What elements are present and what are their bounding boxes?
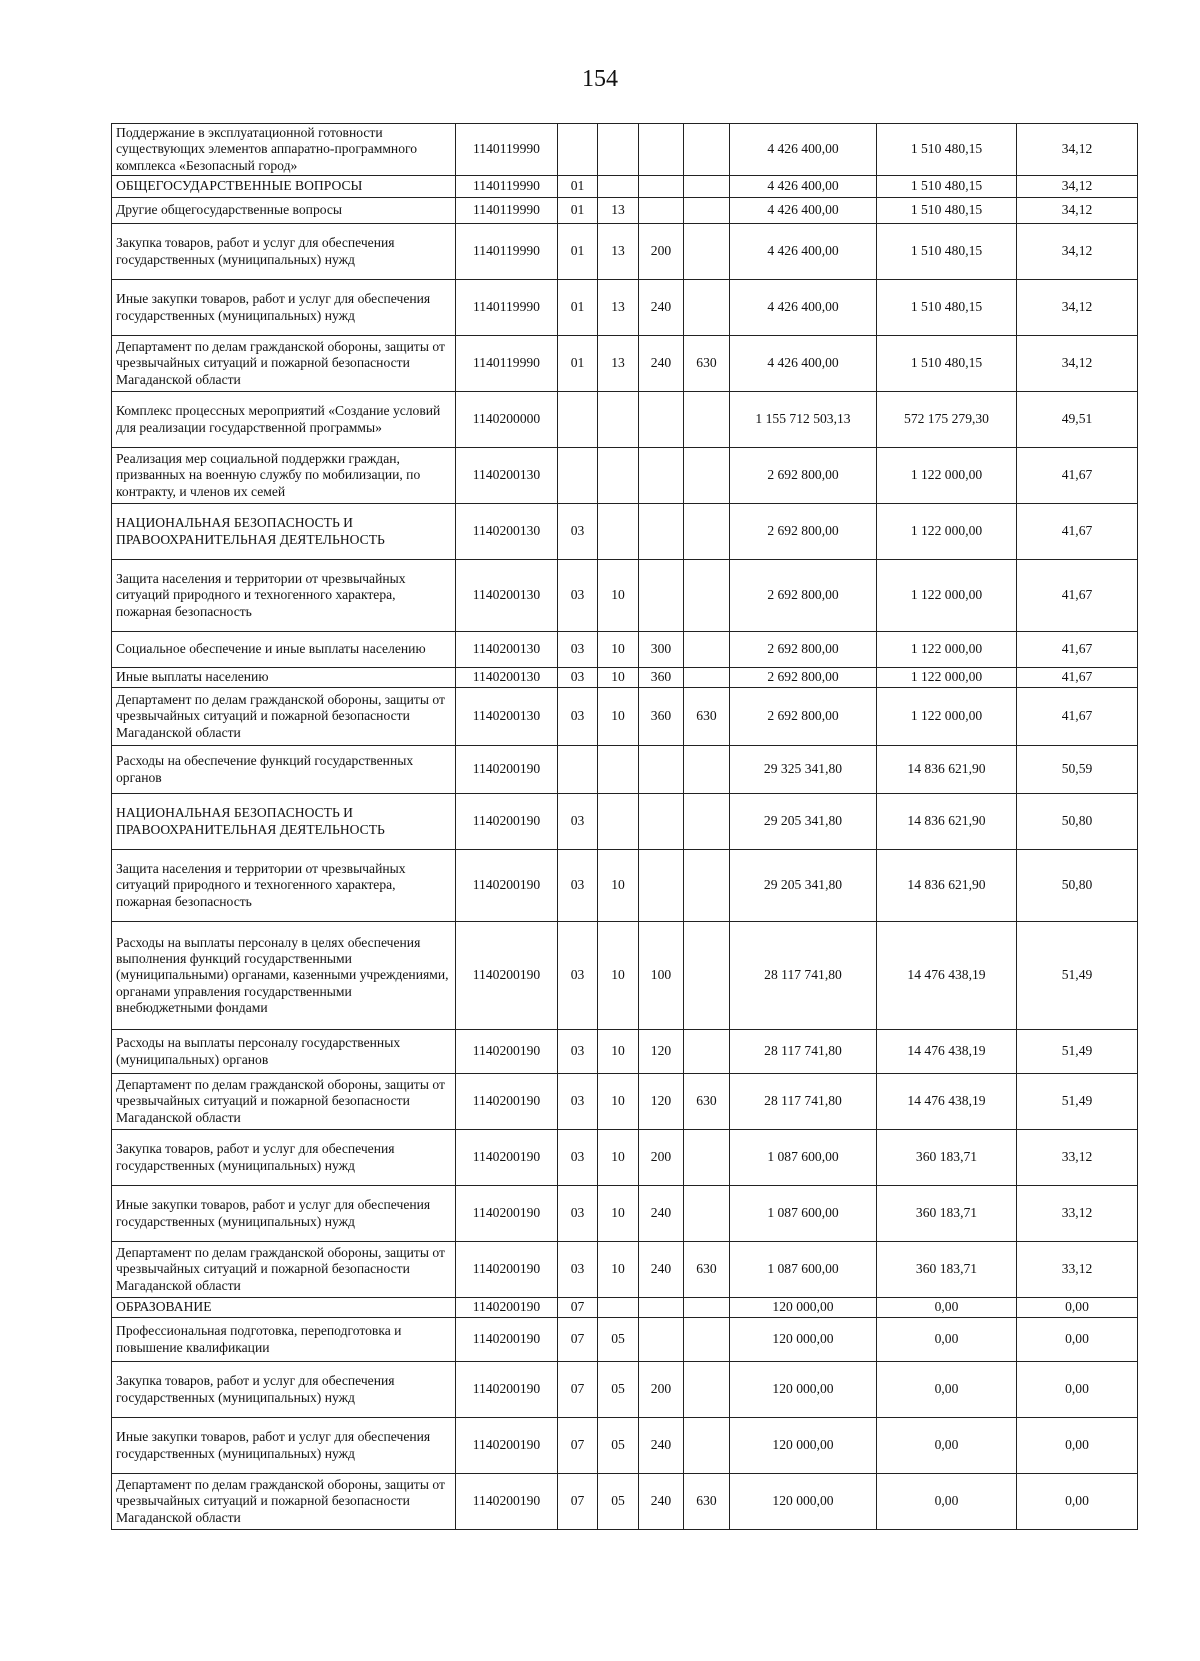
planned-amount: 29 205 341,80 xyxy=(730,794,877,850)
subsection-code xyxy=(598,392,639,448)
target-article-code: 1140200190 xyxy=(456,1030,558,1074)
execution-percent: 41,67 xyxy=(1017,688,1138,746)
expense-type-code xyxy=(639,1298,684,1318)
subsection-code xyxy=(598,794,639,850)
section-code: 03 xyxy=(558,632,598,668)
expense-type-code: 240 xyxy=(639,1186,684,1242)
administrator-code xyxy=(684,1418,730,1474)
table-row xyxy=(112,176,1138,198)
execution-percent: 34,12 xyxy=(1017,176,1138,198)
subsection-code: 10 xyxy=(598,850,639,922)
table-row xyxy=(112,746,1138,794)
subsection-code xyxy=(598,176,639,198)
expense-type-code: 100 xyxy=(639,922,684,1030)
target-article-code: 1140119990 xyxy=(456,124,558,176)
row-name: Иные выплаты населению xyxy=(112,668,456,688)
execution-percent: 0,00 xyxy=(1017,1298,1138,1318)
subsection-code: 10 xyxy=(598,668,639,688)
section-code: 01 xyxy=(558,280,598,336)
table-row xyxy=(112,632,1138,668)
expense-type-code: 360 xyxy=(639,668,684,688)
expense-type-code xyxy=(639,448,684,504)
planned-amount: 2 692 800,00 xyxy=(730,632,877,668)
subsection-code xyxy=(598,448,639,504)
section-code: 03 xyxy=(558,1074,598,1130)
execution-percent: 34,12 xyxy=(1017,280,1138,336)
administrator-code xyxy=(684,922,730,1030)
row-name: ОБРАЗОВАНИЕ xyxy=(112,1298,456,1318)
section-code: 01 xyxy=(558,198,598,224)
table-row xyxy=(112,794,1138,850)
target-article-code: 1140200190 xyxy=(456,1418,558,1474)
actual-amount: 1 122 000,00 xyxy=(877,632,1017,668)
table-row xyxy=(112,1074,1138,1130)
table-row xyxy=(112,198,1138,224)
subsection-code: 13 xyxy=(598,198,639,224)
execution-percent: 51,49 xyxy=(1017,1074,1138,1130)
section-code: 03 xyxy=(558,668,598,688)
table-row xyxy=(112,1186,1138,1242)
target-article-code: 1140200190 xyxy=(456,1474,558,1530)
execution-percent: 50,59 xyxy=(1017,746,1138,794)
table-row xyxy=(112,448,1138,504)
actual-amount: 0,00 xyxy=(877,1362,1017,1418)
target-article-code: 1140200190 xyxy=(456,1318,558,1362)
section-code: 07 xyxy=(558,1474,598,1530)
administrator-code xyxy=(684,794,730,850)
row-name: Закупка товаров, работ и услуг для обеспечения государственных (муниципальных) нужд xyxy=(112,1130,456,1186)
administrator-code xyxy=(684,1030,730,1074)
table-row xyxy=(112,124,1138,176)
target-article-code: 1140200190 xyxy=(456,1074,558,1130)
actual-amount: 1 510 480,15 xyxy=(877,124,1017,176)
expense-type-code: 200 xyxy=(639,1362,684,1418)
execution-percent: 0,00 xyxy=(1017,1362,1138,1418)
expense-type-code: 360 xyxy=(639,688,684,746)
execution-percent: 33,12 xyxy=(1017,1130,1138,1186)
planned-amount: 29 205 341,80 xyxy=(730,850,877,922)
row-name: Поддержание в эксплуатационной готовности существующих элементов аппаратно-программного комплекса «Безопасный город» xyxy=(112,124,456,176)
row-name: Департамент по делам гражданской обороны, защиты от чрезвычайных ситуаций и пожарной безопасности Магаданской области xyxy=(112,1242,456,1298)
planned-amount: 4 426 400,00 xyxy=(730,280,877,336)
planned-amount: 28 117 741,80 xyxy=(730,1030,877,1074)
target-article-code: 1140200190 xyxy=(456,1186,558,1242)
section-code xyxy=(558,124,598,176)
administrator-code xyxy=(684,1130,730,1186)
planned-amount: 28 117 741,80 xyxy=(730,1074,877,1130)
subsection-code xyxy=(598,1298,639,1318)
row-name: Департамент по делам гражданской обороны, защиты от чрезвычайных ситуаций и пожарной безопасности Магаданской области xyxy=(112,1074,456,1130)
administrator-code xyxy=(684,280,730,336)
planned-amount: 4 426 400,00 xyxy=(730,336,877,392)
table-row xyxy=(112,1242,1138,1298)
section-code: 07 xyxy=(558,1362,598,1418)
section-code: 03 xyxy=(558,922,598,1030)
section-code: 03 xyxy=(558,1186,598,1242)
row-name: Социальное обеспечение и иные выплаты населению xyxy=(112,632,456,668)
expense-type-code xyxy=(639,560,684,632)
row-name: Защита населения и территории от чрезвычайных ситуаций природного и техногенного характера, пожарная безопасность xyxy=(112,850,456,922)
expense-type-code: 240 xyxy=(639,1242,684,1298)
row-name: Комплекс процессных мероприятий «Создание условий для реализации государственной программы» xyxy=(112,392,456,448)
row-name: Расходы на обеспечение функций государственных органов xyxy=(112,746,456,794)
subsection-code: 10 xyxy=(598,688,639,746)
row-name: Закупка товаров, работ и услуг для обеспечения государственных (муниципальных) нужд xyxy=(112,224,456,280)
target-article-code: 1140200190 xyxy=(456,746,558,794)
planned-amount: 1 087 600,00 xyxy=(730,1242,877,1298)
expense-type-code: 240 xyxy=(639,1418,684,1474)
planned-amount: 2 692 800,00 xyxy=(730,504,877,560)
execution-percent: 41,67 xyxy=(1017,632,1138,668)
row-name: ОБЩЕГОСУДАРСТВЕННЫЕ ВОПРОСЫ xyxy=(112,176,456,198)
subsection-code: 05 xyxy=(598,1474,639,1530)
row-name: Профессиональная подготовка, переподготовка и повышение квалификации xyxy=(112,1318,456,1362)
target-article-code: 1140119990 xyxy=(456,224,558,280)
table-row xyxy=(112,1362,1138,1418)
execution-percent: 51,49 xyxy=(1017,1030,1138,1074)
subsection-code: 10 xyxy=(598,1030,639,1074)
target-article-code: 1140200000 xyxy=(456,392,558,448)
actual-amount: 1 510 480,15 xyxy=(877,336,1017,392)
section-code: 07 xyxy=(558,1298,598,1318)
expense-type-code: 240 xyxy=(639,336,684,392)
target-article-code: 1140119990 xyxy=(456,280,558,336)
actual-amount: 14 836 621,90 xyxy=(877,850,1017,922)
expense-type-code xyxy=(639,176,684,198)
administrator-code xyxy=(684,1298,730,1318)
row-name: Защита населения и территории от чрезвычайных ситуаций природного и техногенного характера, пожарная безопасность xyxy=(112,560,456,632)
budget-table-body xyxy=(112,124,1138,1530)
execution-percent: 33,12 xyxy=(1017,1242,1138,1298)
subsection-code: 05 xyxy=(598,1418,639,1474)
subsection-code: 05 xyxy=(598,1318,639,1362)
actual-amount: 1 510 480,15 xyxy=(877,198,1017,224)
planned-amount: 4 426 400,00 xyxy=(730,176,877,198)
subsection-code: 10 xyxy=(598,922,639,1030)
administrator-code xyxy=(684,632,730,668)
execution-percent: 41,67 xyxy=(1017,448,1138,504)
administrator-code xyxy=(684,448,730,504)
row-name: Закупка товаров, работ и услуг для обеспечения государственных (муниципальных) нужд xyxy=(112,1362,456,1418)
subsection-code: 05 xyxy=(598,1362,639,1418)
section-code: 01 xyxy=(558,224,598,280)
table-row xyxy=(112,850,1138,922)
section-code: 03 xyxy=(558,850,598,922)
expense-type-code: 300 xyxy=(639,632,684,668)
section-code: 03 xyxy=(558,1030,598,1074)
page-number: 154 xyxy=(582,66,618,92)
planned-amount: 2 692 800,00 xyxy=(730,560,877,632)
planned-amount: 2 692 800,00 xyxy=(730,688,877,746)
budget-table xyxy=(111,123,1138,1530)
expense-type-code xyxy=(639,504,684,560)
administrator-code xyxy=(684,746,730,794)
actual-amount: 1 122 000,00 xyxy=(877,504,1017,560)
section-code: 03 xyxy=(558,1242,598,1298)
administrator-code xyxy=(684,560,730,632)
administrator-code: 630 xyxy=(684,336,730,392)
administrator-code xyxy=(684,1362,730,1418)
target-article-code: 1140200190 xyxy=(456,922,558,1030)
table-row xyxy=(112,668,1138,688)
actual-amount: 0,00 xyxy=(877,1474,1017,1530)
section-code: 01 xyxy=(558,176,598,198)
execution-percent: 0,00 xyxy=(1017,1418,1138,1474)
target-article-code: 1140200190 xyxy=(456,1298,558,1318)
planned-amount: 120 000,00 xyxy=(730,1418,877,1474)
actual-amount: 1 122 000,00 xyxy=(877,668,1017,688)
actual-amount: 0,00 xyxy=(877,1418,1017,1474)
subsection-code: 10 xyxy=(598,1242,639,1298)
planned-amount: 4 426 400,00 xyxy=(730,124,877,176)
target-article-code: 1140119990 xyxy=(456,176,558,198)
target-article-code: 1140200130 xyxy=(456,504,558,560)
target-article-code: 1140200130 xyxy=(456,560,558,632)
subsection-code: 13 xyxy=(598,280,639,336)
actual-amount: 14 476 438,19 xyxy=(877,1030,1017,1074)
section-code: 03 xyxy=(558,1130,598,1186)
administrator-code: 630 xyxy=(684,1474,730,1530)
execution-percent: 0,00 xyxy=(1017,1318,1138,1362)
subsection-code: 10 xyxy=(598,1186,639,1242)
actual-amount: 360 183,71 xyxy=(877,1130,1017,1186)
planned-amount: 1 087 600,00 xyxy=(730,1130,877,1186)
row-name: НАЦИОНАЛЬНАЯ БЕЗОПАСНОСТЬ И ПРАВООХРАНИТЕЛЬНАЯ ДЕЯТЕЛЬНОСТЬ xyxy=(112,794,456,850)
row-name: Расходы на выплаты персоналу государственных (муниципальных) органов xyxy=(112,1030,456,1074)
target-article-code: 1140200130 xyxy=(456,688,558,746)
target-article-code: 1140119990 xyxy=(456,336,558,392)
actual-amount: 1 122 000,00 xyxy=(877,560,1017,632)
expense-type-code xyxy=(639,124,684,176)
subsection-code: 10 xyxy=(598,1130,639,1186)
table-row xyxy=(112,224,1138,280)
section-code xyxy=(558,746,598,794)
expense-type-code: 240 xyxy=(639,280,684,336)
subsection-code: 10 xyxy=(598,632,639,668)
target-article-code: 1140200190 xyxy=(456,794,558,850)
row-name: Расходы на выплаты персоналу в целях обеспечения выполнения функций государственными (муниципальными) органами, казенными учреждениями, органами управления государственными внебюджетными фондами xyxy=(112,922,456,1030)
row-name: Департамент по делам гражданской обороны, защиты от чрезвычайных ситуаций и пожарной безопасности Магаданской области xyxy=(112,688,456,746)
execution-percent: 50,80 xyxy=(1017,794,1138,850)
expense-type-code: 240 xyxy=(639,1474,684,1530)
execution-percent: 49,51 xyxy=(1017,392,1138,448)
administrator-code xyxy=(684,176,730,198)
expense-type-code: 200 xyxy=(639,1130,684,1186)
expense-type-code: 120 xyxy=(639,1030,684,1074)
actual-amount: 1 510 480,15 xyxy=(877,176,1017,198)
subsection-code xyxy=(598,746,639,794)
section-code xyxy=(558,448,598,504)
table-row xyxy=(112,1030,1138,1074)
planned-amount: 29 325 341,80 xyxy=(730,746,877,794)
section-code: 01 xyxy=(558,336,598,392)
planned-amount: 120 000,00 xyxy=(730,1298,877,1318)
table-row xyxy=(112,1474,1138,1530)
target-article-code: 1140200130 xyxy=(456,632,558,668)
subsection-code xyxy=(598,124,639,176)
execution-percent: 34,12 xyxy=(1017,336,1138,392)
administrator-code: 630 xyxy=(684,688,730,746)
row-name: Реализация мер социальной поддержки граждан, призванных на военную службу по мобилизации, по контракту, и членов их семей xyxy=(112,448,456,504)
target-article-code: 1140119990 xyxy=(456,198,558,224)
row-name: НАЦИОНАЛЬНАЯ БЕЗОПАСНОСТЬ И ПРАВООХРАНИТЕЛЬНАЯ ДЕЯТЕЛЬНОСТЬ xyxy=(112,504,456,560)
row-name: Другие общегосударственные вопросы xyxy=(112,198,456,224)
table-row xyxy=(112,688,1138,746)
row-name: Департамент по делам гражданской обороны, защиты от чрезвычайных ситуаций и пожарной безопасности Магаданской области xyxy=(112,1474,456,1530)
subsection-code: 13 xyxy=(598,336,639,392)
administrator-code xyxy=(684,392,730,448)
section-code xyxy=(558,392,598,448)
administrator-code xyxy=(684,504,730,560)
execution-percent: 41,67 xyxy=(1017,504,1138,560)
section-code: 07 xyxy=(558,1418,598,1474)
row-name: Иные закупки товаров, работ и услуг для обеспечения государственных (муниципальных) нужд xyxy=(112,280,456,336)
execution-percent: 50,80 xyxy=(1017,850,1138,922)
section-code: 07 xyxy=(558,1318,598,1362)
table-row xyxy=(112,560,1138,632)
administrator-code xyxy=(684,1186,730,1242)
expense-type-code xyxy=(639,198,684,224)
actual-amount: 14 476 438,19 xyxy=(877,922,1017,1030)
administrator-code xyxy=(684,198,730,224)
planned-amount: 1 087 600,00 xyxy=(730,1186,877,1242)
administrator-code xyxy=(684,850,730,922)
subsection-code xyxy=(598,504,639,560)
subsection-code: 13 xyxy=(598,224,639,280)
table-row xyxy=(112,922,1138,1030)
table-row xyxy=(112,1418,1138,1474)
actual-amount: 14 476 438,19 xyxy=(877,1074,1017,1130)
table-row xyxy=(112,280,1138,336)
actual-amount: 1 122 000,00 xyxy=(877,448,1017,504)
expense-type-code xyxy=(639,850,684,922)
planned-amount: 1 155 712 503,13 xyxy=(730,392,877,448)
actual-amount: 572 175 279,30 xyxy=(877,392,1017,448)
actual-amount: 360 183,71 xyxy=(877,1186,1017,1242)
administrator-code xyxy=(684,668,730,688)
execution-percent: 34,12 xyxy=(1017,224,1138,280)
subsection-code: 10 xyxy=(598,1074,639,1130)
execution-percent: 41,67 xyxy=(1017,668,1138,688)
row-name: Иные закупки товаров, работ и услуг для обеспечения государственных (муниципальных) нужд xyxy=(112,1418,456,1474)
expense-type-code xyxy=(639,1318,684,1362)
expense-type-code xyxy=(639,392,684,448)
planned-amount: 2 692 800,00 xyxy=(730,668,877,688)
table-row xyxy=(112,392,1138,448)
actual-amount: 0,00 xyxy=(877,1318,1017,1362)
planned-amount: 4 426 400,00 xyxy=(730,224,877,280)
section-code: 03 xyxy=(558,504,598,560)
administrator-code xyxy=(684,124,730,176)
administrator-code: 630 xyxy=(684,1074,730,1130)
actual-amount: 1 510 480,15 xyxy=(877,224,1017,280)
section-code: 03 xyxy=(558,560,598,632)
administrator-code xyxy=(684,224,730,280)
subsection-code: 10 xyxy=(598,560,639,632)
row-name: Иные закупки товаров, работ и услуг для обеспечения государственных (муниципальных) нужд xyxy=(112,1186,456,1242)
section-code: 03 xyxy=(558,688,598,746)
actual-amount: 14 836 621,90 xyxy=(877,794,1017,850)
planned-amount: 28 117 741,80 xyxy=(730,922,877,1030)
planned-amount: 120 000,00 xyxy=(730,1318,877,1362)
execution-percent: 0,00 xyxy=(1017,1474,1138,1530)
administrator-code xyxy=(684,1318,730,1362)
actual-amount: 0,00 xyxy=(877,1298,1017,1318)
administrator-code: 630 xyxy=(684,1242,730,1298)
execution-percent: 51,49 xyxy=(1017,922,1138,1030)
target-article-code: 1140200130 xyxy=(456,668,558,688)
actual-amount: 14 836 621,90 xyxy=(877,746,1017,794)
planned-amount: 2 692 800,00 xyxy=(730,448,877,504)
expense-type-code xyxy=(639,794,684,850)
execution-percent: 34,12 xyxy=(1017,198,1138,224)
execution-percent: 33,12 xyxy=(1017,1186,1138,1242)
expense-type-code: 200 xyxy=(639,224,684,280)
table-row xyxy=(112,1298,1138,1318)
expense-type-code xyxy=(639,746,684,794)
row-name: Департамент по делам гражданской обороны, защиты от чрезвычайных ситуаций и пожарной безопасности Магаданской области xyxy=(112,336,456,392)
table-row xyxy=(112,504,1138,560)
planned-amount: 120 000,00 xyxy=(730,1474,877,1530)
table-row xyxy=(112,1130,1138,1186)
planned-amount: 4 426 400,00 xyxy=(730,198,877,224)
actual-amount: 360 183,71 xyxy=(877,1242,1017,1298)
section-code: 03 xyxy=(558,794,598,850)
actual-amount: 1 122 000,00 xyxy=(877,688,1017,746)
planned-amount: 120 000,00 xyxy=(730,1362,877,1418)
target-article-code: 1140200190 xyxy=(456,1242,558,1298)
table-row xyxy=(112,336,1138,392)
execution-percent: 41,67 xyxy=(1017,560,1138,632)
execution-percent: 34,12 xyxy=(1017,124,1138,176)
expense-type-code: 120 xyxy=(639,1074,684,1130)
target-article-code: 1140200190 xyxy=(456,1130,558,1186)
target-article-code: 1140200190 xyxy=(456,850,558,922)
target-article-code: 1140200130 xyxy=(456,448,558,504)
table-row xyxy=(112,1318,1138,1362)
actual-amount: 1 510 480,15 xyxy=(877,280,1017,336)
target-article-code: 1140200190 xyxy=(456,1362,558,1418)
